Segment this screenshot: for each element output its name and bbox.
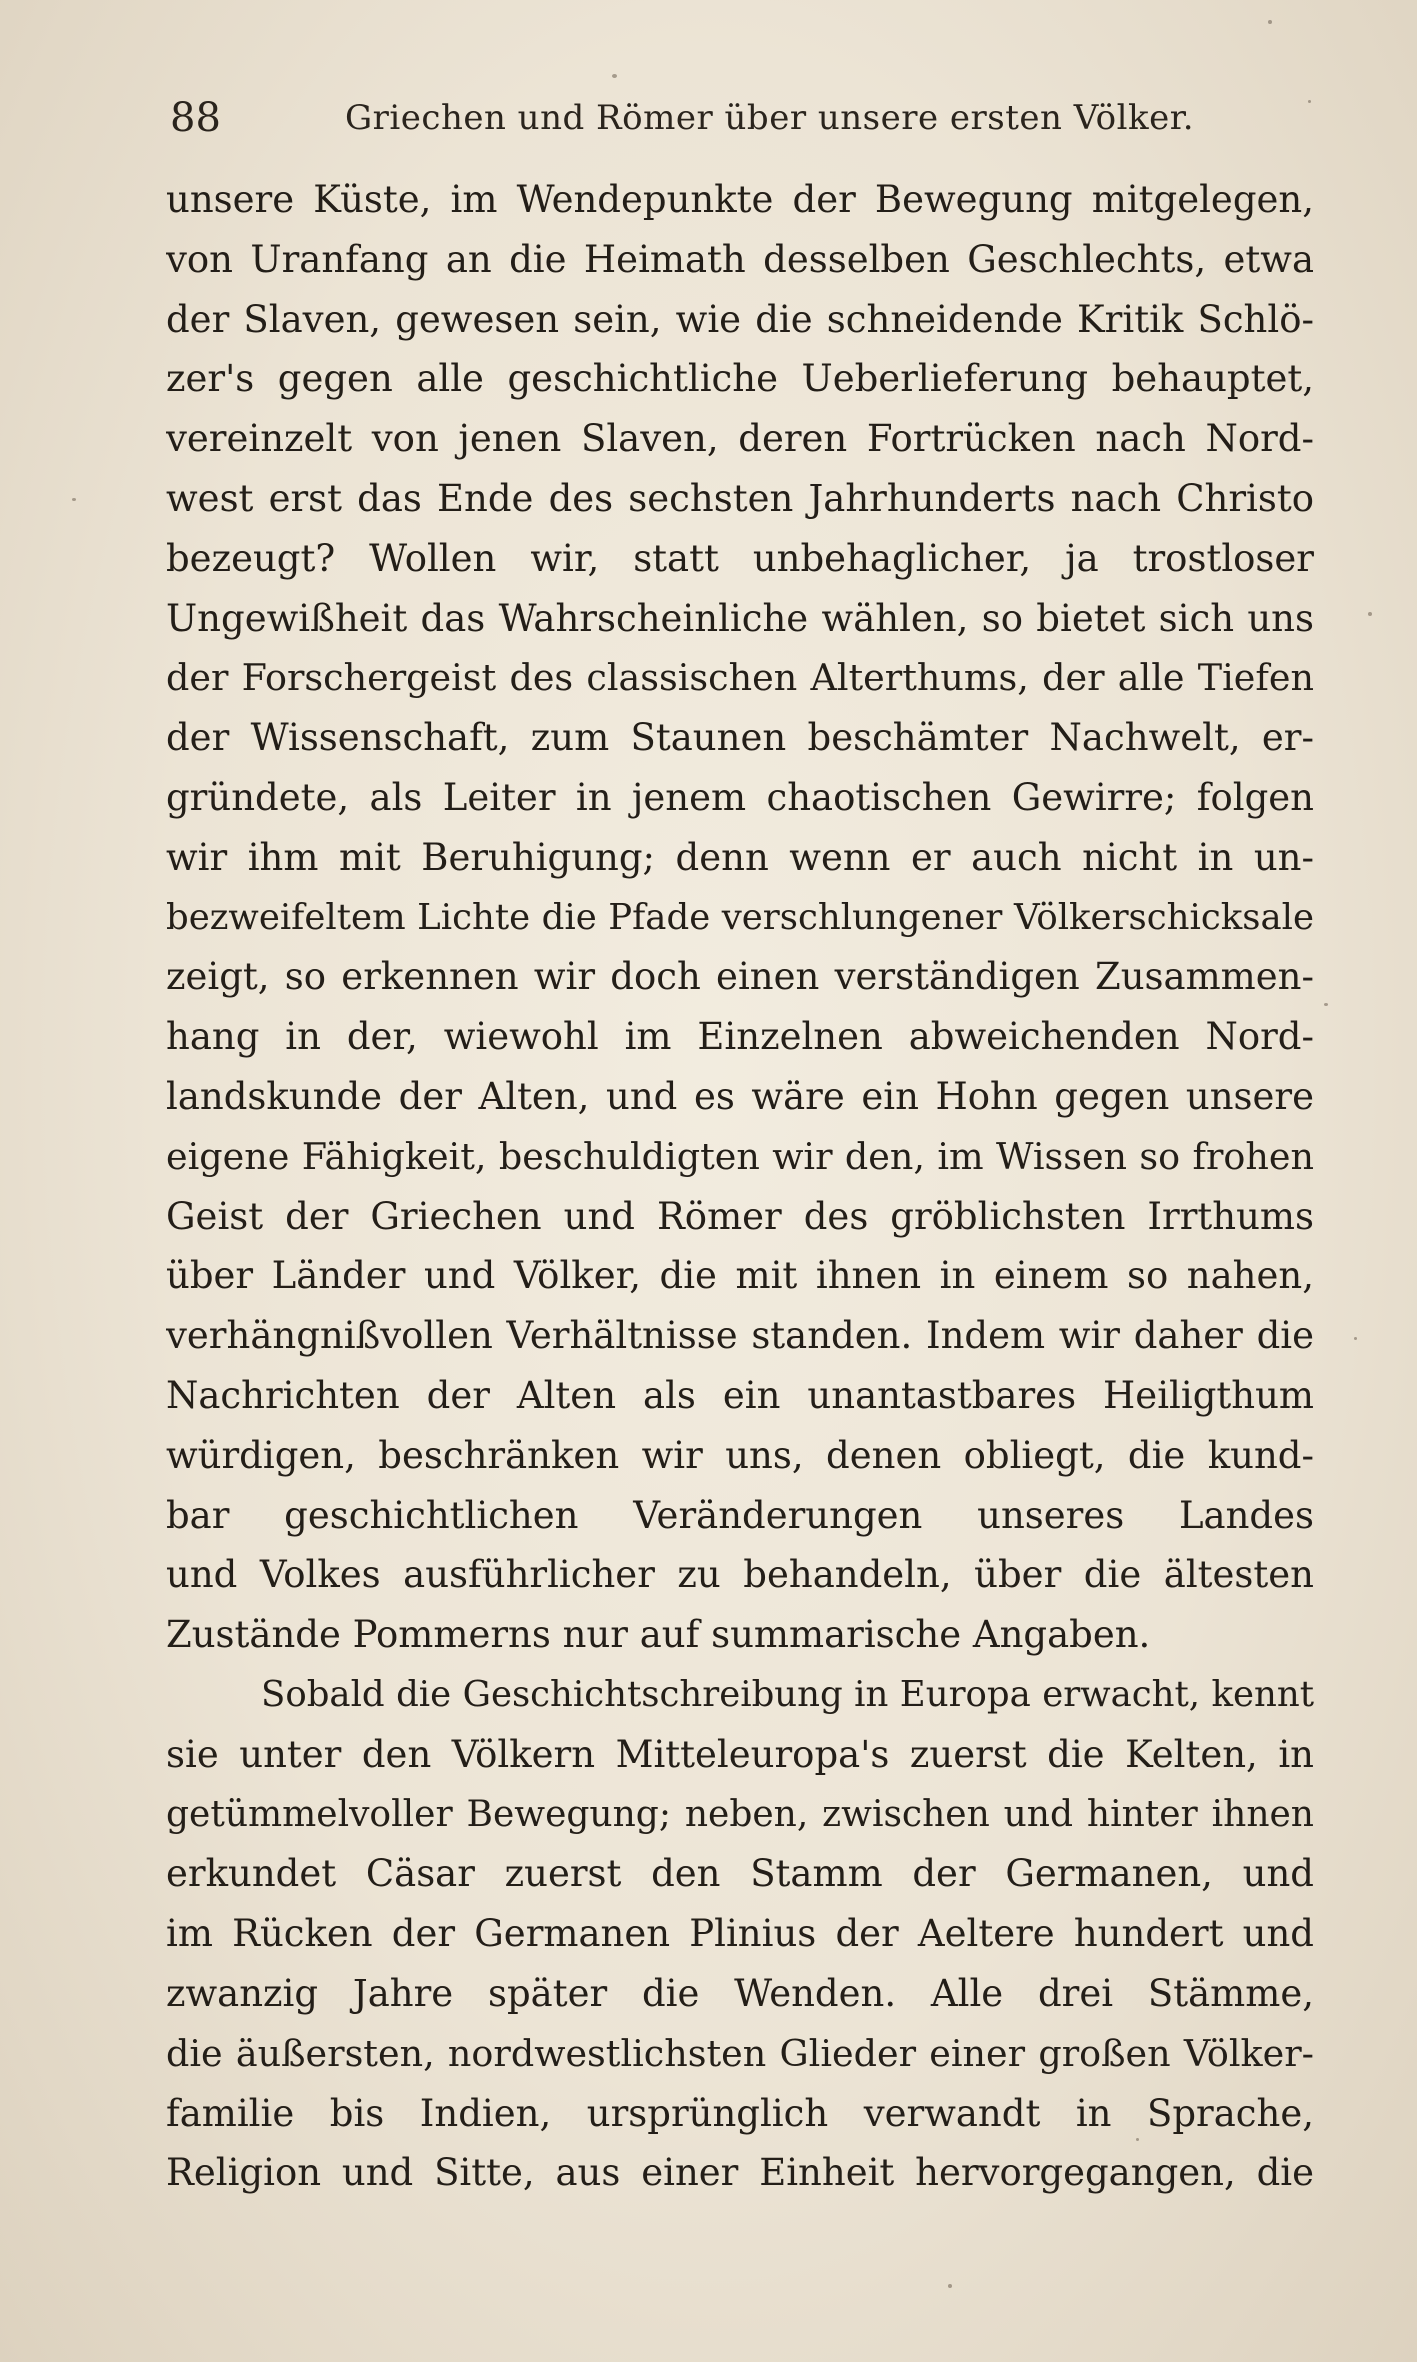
text-line: wir ihm mit Beruhigung; denn wenn er auch nicht in un- [166,835,1314,879]
paper-speck [1308,100,1311,103]
text-line: landskunde der Alten, und es wäre ein Hohn gegen unsere [166,1074,1314,1118]
text-line: der Wissenschaft, zum Staunen beschämter Nachwelt, er- [166,716,1314,760]
paper-speck [1136,2138,1139,2141]
text-line: Zustände Pommerns nur auf summarische Angaben. [166,1613,1151,1657]
text-line: zer's gegen alle geschichtliche Ueberlieferung behauptet, [166,357,1314,401]
text-line: Ungewißheit das Wahrscheinliche wählen, so bietet sich uns [166,596,1314,640]
text-line: sie unter den Völkern Mitteleuropa's zuerst die Kelten, in [166,1732,1314,1776]
text-line: west erst das Ende des sechsten Jahrhunderts nach Christo [166,476,1314,520]
paper-speck [1354,1337,1357,1340]
text-line: hang in der, wiewohl im Einzelnen abweichenden Nord- [166,1015,1314,1059]
text-line: und Volkes ausführlicher zu behandeln, über die ältesten [166,1553,1314,1597]
text-line: Nachrichten der Alten als ein unantastbares Heiligthum [166,1373,1314,1417]
text-line: verhängnißvollen Verhältnisse standen. Indem wir daher die [166,1314,1314,1358]
text-line: bar geschichtlichen Veränderungen unseres Landes [166,1493,1314,1537]
text-line: der Forschergeist des classischen Alterthums, der alle Tiefen [166,656,1314,700]
running-title: Griechen und Römer über unsere ersten Völker. [345,98,1195,138]
text-line: bezeugt? Wollen wir, statt unbehaglicher, ja trostloser [166,536,1314,580]
text-line: vereinzelt von jenen Slaven, deren Fortrücken nach Nord- [166,417,1314,461]
paper-speck [72,498,76,501]
text-line: von Uranfang an die Heimath desselben Geschlechts, etwa [166,237,1314,281]
text-line: über Länder und Völker, die mit ihnen in einem so nahen, [166,1254,1314,1298]
text-line: die äußersten, nordwestlichsten Glieder einer großen Völker- [166,2031,1314,2075]
text-line: erkundet Cäsar zuerst den Stamm der Germanen, und [166,1852,1314,1896]
paper-speck [1324,1003,1328,1006]
text-line: zwanzig Jahre später die Wenden. Alle drei Stämme, [166,1971,1314,2015]
paper-speck [1368,612,1372,616]
page-number: 88 [170,95,221,141]
paper-speck [1268,20,1272,24]
text-line: der Slaven, gewesen sein, wie die schneidende Kritik Schlö- [166,297,1314,341]
text-line: getümmelvoller Bewegung; neben, zwischen und hinter ihnen [166,1793,1314,1835]
paper-speck [612,74,617,78]
text-line: gründete, als Leiter in jenem chaotischen Gewirre; folgen [166,775,1314,819]
body-text [166,170,1314,2203]
text-line: eigene Fähigkeit, beschuldigten wir den, im Wissen so frohen [166,1134,1314,1178]
text-line: würdigen, beschränken wir uns, denen obliegt, die kund- [166,1433,1314,1477]
text-line: Sobald die Geschichtschreibung in Europa erwacht, kennt [261,1673,1314,1715]
text-line: Religion und Sitte, aus einer Einheit hervorgegangen, die [166,2151,1314,2195]
text-line: Geist der Griechen und Römer des gröblichsten Irrthums [166,1194,1314,1238]
text-line: familie bis Indien, ursprünglich verwandt in Sprache, [166,2091,1314,2135]
running-head [170,92,1270,144]
text-line: zeigt, so erkennen wir doch einen verständigen Zusammen- [166,955,1314,999]
text-line: im Rücken der Germanen Plinius der Aeltere hundert und [166,1912,1314,1956]
text-line: bezweifeltem Lichte die Pfade verschlungener Völkerschicksale [166,896,1314,938]
text-line: unsere Küste, im Wendepunkte der Bewegung mitgelegen, [166,178,1314,221]
paper-speck [948,2284,952,2288]
